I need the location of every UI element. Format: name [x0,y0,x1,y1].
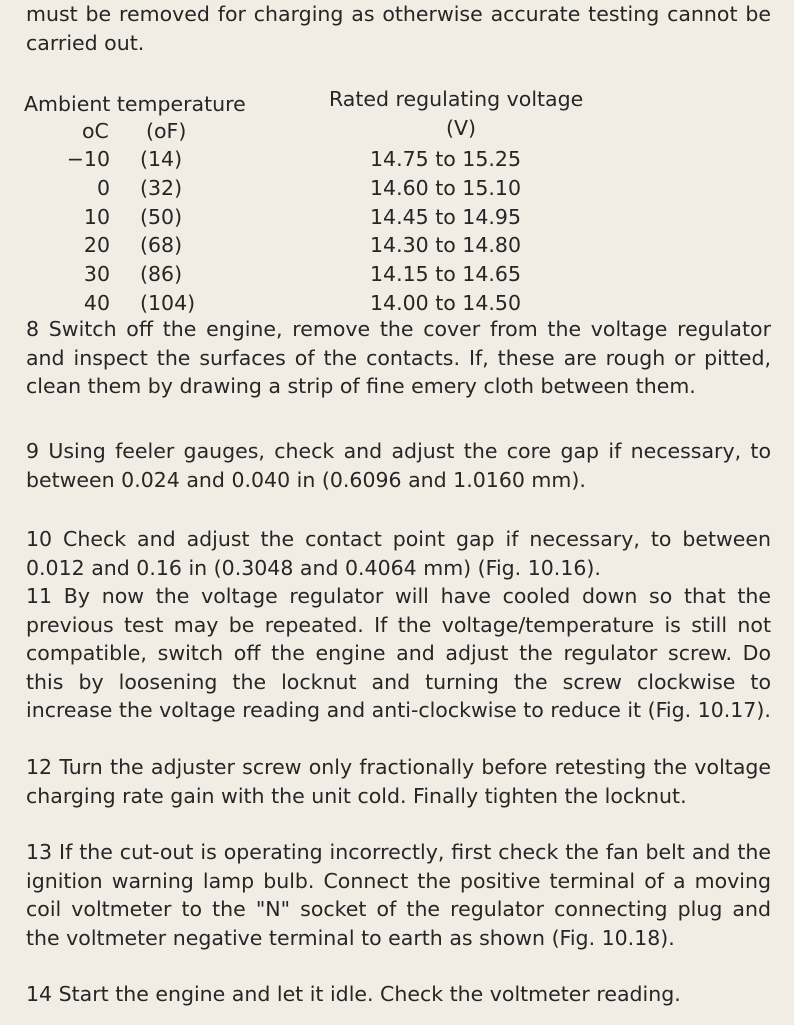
cell-fahrenheit: (14) [140,147,183,171]
cell-celsius: 20 [83,233,110,257]
cell-voltage: 14.30 to 14.80 [370,233,521,257]
cell-celsius: 40 [83,291,110,315]
paragraph-step-9: 9 Using feeler gauges, check and adjust the core gap if necessary, to between 0.024 and 0.040 in (0.6096 and 1.0160 mm). [26,439,771,492]
table-unit-celsius: oC [82,119,109,143]
paragraph-step-13: 13 If the cut-out is operating incorrectly, first check the fan belt and the ignition warning lamp bulb. Connect the positive terminal of a moving coil voltmeter to the "N" socket of the regulator connecting plug and the voltmeter negative terminal to earth as shown (Fig. 10.18). [26,840,771,950]
table-unit-fahrenheit: (oF) [146,119,187,143]
cell-fahrenheit: (86) [140,262,183,286]
cell-voltage: 14.75 to 15.25 [370,147,521,171]
table-unit-volts: (V) [446,116,477,140]
cell-fahrenheit: (68) [140,233,183,257]
paragraph-step-8: 8 Switch off the engine, remove the cover from the voltage regulator and inspect the surfaces of the contacts. If, these are rough or pitted, clean them by drawing a strip of fine emery cloth between them. [26,317,771,399]
paragraph-step-12: 12 Turn the adjuster screw only fractionally before retesting the voltage charging rate gain with the unit cold. Finally tighten the locknut. [26,755,771,808]
cell-voltage: 14.45 to 14.95 [370,205,521,229]
table-header-rated-voltage: Rated regulating voltage [329,87,584,111]
cell-celsius: 10 [83,205,110,229]
table-row [0,203,794,232]
intro-paragraph: must be removed for charging as otherwise accurate testing cannot be carried out. [26,2,771,55]
table-row [0,289,794,318]
cell-celsius: −10 [66,147,110,171]
cell-fahrenheit: (32) [140,176,183,200]
cell-fahrenheit: (104) [140,291,196,315]
table-row [0,260,794,289]
cell-voltage: 14.00 to 14.50 [370,291,521,315]
table-header-ambient-temperature: Ambient temperature [24,92,246,116]
cell-voltage: 14.60 to 15.10 [370,176,521,200]
paragraph-step-10: 10 Check and adjust the contact point gap if necessary, to between 0.012 and 0.16 in (0.3048 and 0.4064 mm) (Fig. 10.16). [26,527,771,580]
cell-fahrenheit: (50) [140,205,183,229]
paragraph-step-14: 14 Start the engine and let it idle. Check the voltmeter reading. [26,982,681,1006]
cell-celsius: 0 [96,176,110,200]
cell-celsius: 30 [83,262,110,286]
table-row [0,145,794,174]
table-row [0,174,794,203]
table-row [0,231,794,260]
paragraph-step-11: 11 By now the voltage regulator will have cooled down so that the previous test may be repeated. If the voltage/temperature is still not compatible, switch off the engine and adjust the regulator screw. Do this by loosening the locknut and turning the screw clockwise to increase the voltage reading and anti-clockwise to reduce it (Fig. 10.17). [26,584,771,723]
cell-voltage: 14.15 to 14.65 [370,262,521,286]
